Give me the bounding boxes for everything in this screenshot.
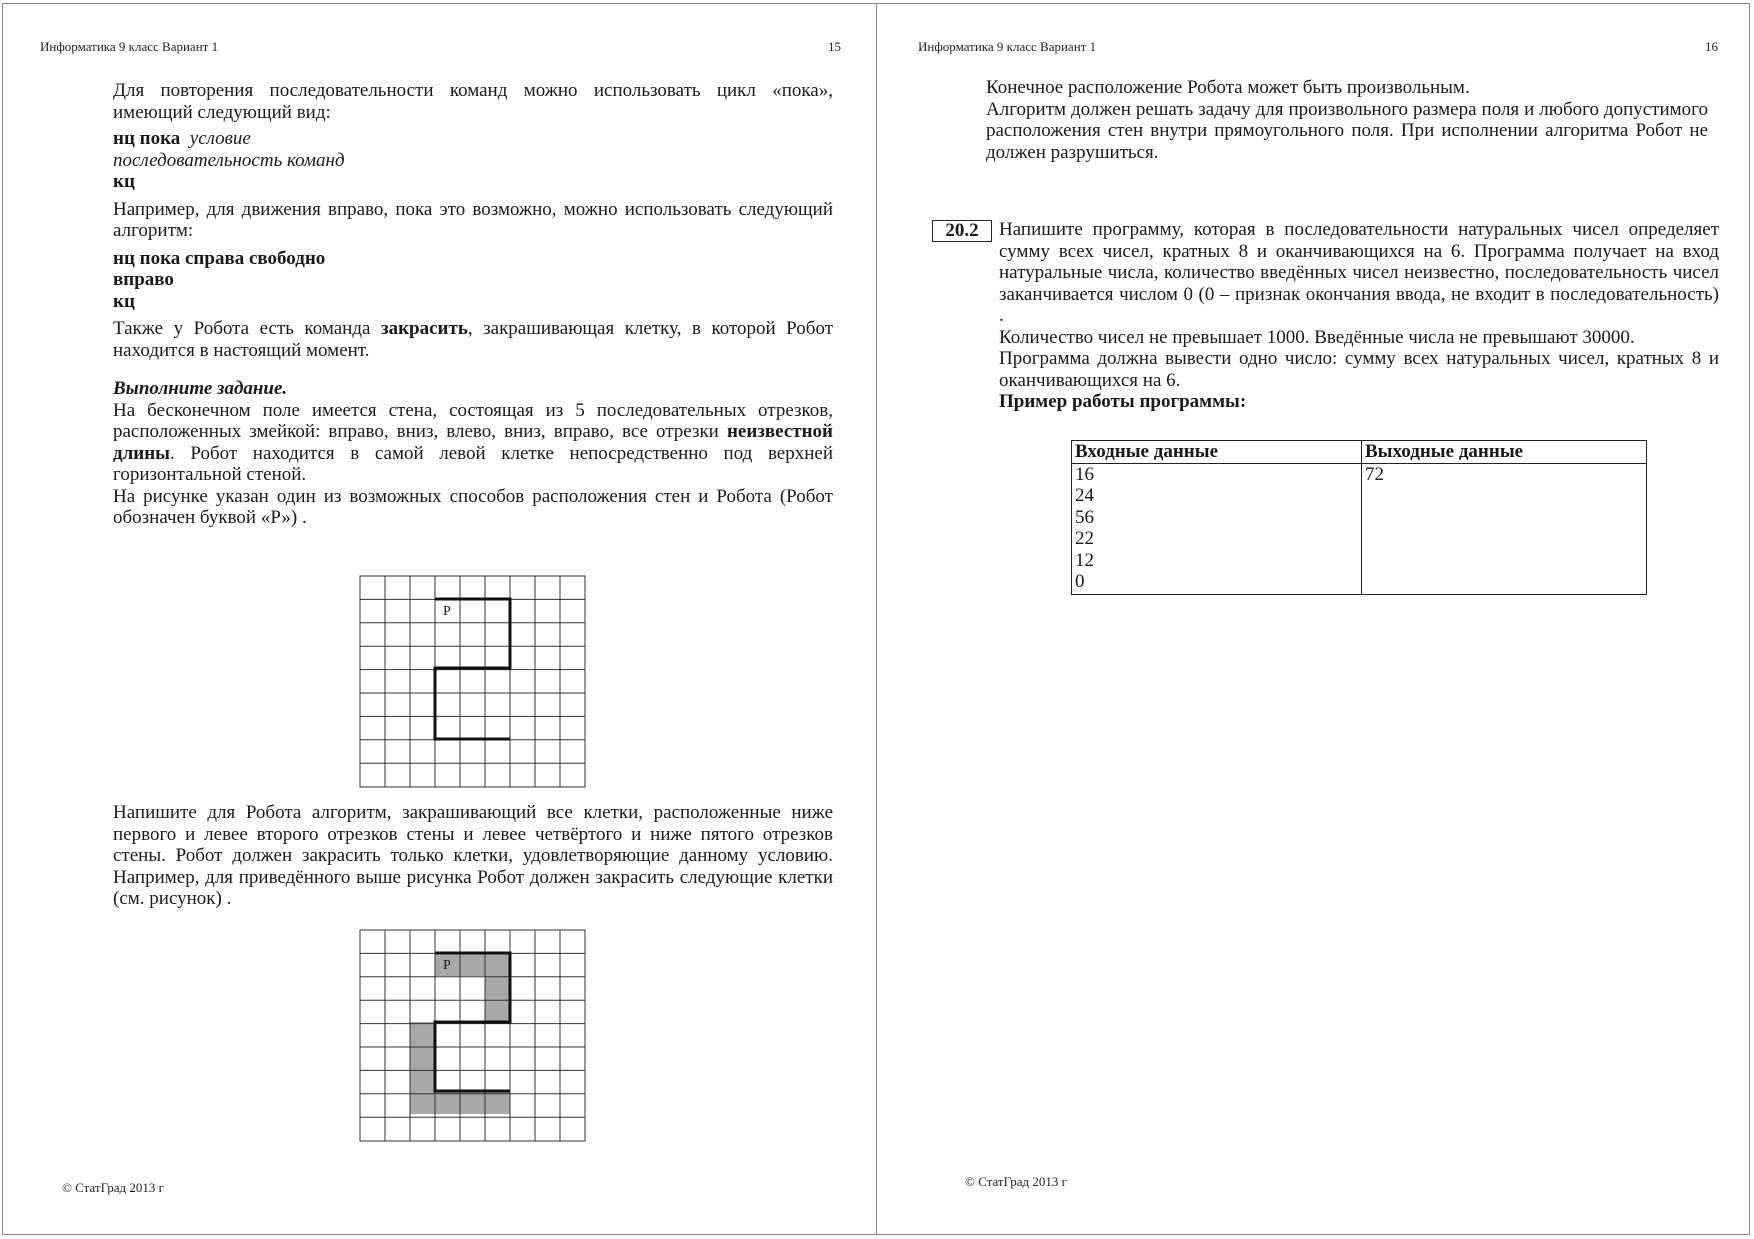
right-header-title: Информатика 9 класс Вариант 1: [918, 39, 1097, 54]
left-footer: © СтатГрад 2013 г: [62, 1180, 164, 1195]
input-value: 12: [1075, 549, 1094, 571]
task-paragraph-1: На бесконечном поле имеется стена, состоящая из 5 последовательных отрезков, расположенных змейкой: вправо, вниз, влево, вниз, вправо, все отрезки неизвестной длины. Робот находится в самой левой клетке непосредственно под верхней горизонтальной стеной.: [113, 399, 833, 485]
example-intro: Например, для движения вправо, пока это возможно, можно использовать следующий алгоритм:: [113, 198, 833, 241]
output-value: 72: [1365, 463, 1384, 485]
page-divider: [876, 3, 877, 1235]
output-column-header: Выходные данные: [1362, 441, 1647, 464]
painted-cell: [460, 1091, 485, 1114]
loop-keyword: нц пока: [113, 128, 181, 149]
painted-cell: [410, 1091, 435, 1114]
task-paragraph-2: На рисунке указан один из возможных способов расположения стен и Робота (Робот обозначен буквой «Р») .: [113, 485, 833, 528]
right-footer: © СтатГрад 2013 г: [965, 1174, 1067, 1189]
example-line-2: вправо: [113, 269, 174, 290]
input-value: 16: [1075, 463, 1094, 485]
example-title: Пример работы программы:: [999, 391, 1247, 412]
left-page-task-text: [113, 802, 833, 910]
task-paragraph-3: Напишите для Робота алгоритм, закрашивающий все клетки, расположенные ниже первого и левее второго отрезков стены и левее четвёртого и ниже пятого отрезков стены. Робот должен закрасить только клетки, удовлетворяющие данному условию. Например, для приведённого выше рисунка Робот должен закрасить следующие клетки (см. рисунок) .: [113, 802, 833, 909]
painted-cell: [435, 1091, 460, 1114]
task-heading: Выполните задание.: [113, 378, 288, 399]
loop-syntax-line1: [113, 128, 833, 150]
input-value: 22: [1075, 528, 1094, 549]
unknown-length-bold: неизвестной длины: [113, 421, 833, 464]
painted-cell: [410, 1068, 435, 1091]
general-requirement-text: Алгоритм должен решать задачу для произвольного размера поля и любого допустимого расположения стен внутри прямоугольного поля. При исполнении алгоритма Робот не должен разрушиться.: [986, 98, 1708, 163]
output-cell: [1362, 463, 1647, 594]
final-position-text: Конечное расположение Робота может быть произвольным.: [986, 77, 1470, 98]
figure-1-gridlines: [360, 576, 585, 787]
table-header-row: [1072, 441, 1647, 464]
right-header-page-number: 16: [1705, 39, 1718, 54]
input-value: 0: [1075, 571, 1085, 592]
painted-cell: [485, 976, 510, 999]
robot-field-figure-1: [359, 575, 587, 789]
robot-marker: Р: [443, 958, 451, 973]
painted-cell: [460, 953, 485, 976]
robot-field-figure-2: [359, 929, 587, 1143]
robot-marker: Р: [443, 604, 451, 619]
loop-intro: Для повторения последовательности команд можно использовать цикл «пока», имеющий следующий вид:: [113, 80, 833, 123]
task-20-2-paragraph-3: Программа должна вывести одно число: сумму всех натуральных чисел, кратных 8 и оканчивающихся на 6.: [999, 348, 1719, 391]
paint-command-text: Также у Робота есть команда закрасить, закрашивающая клетку, в которой Робот находится в настоящий момент.: [113, 318, 833, 361]
task-20-2-paragraph-2: Количество чисел не превышает 1000. Введённые числа не превышают 30000.: [999, 326, 1635, 348]
painted-cell: [410, 1045, 435, 1068]
left-header-page-number: 15: [828, 39, 841, 54]
left-header-title: Информатика 9 класс Вариант 1: [40, 39, 219, 54]
right-page-top: [986, 77, 1708, 163]
painted-cell: [485, 953, 510, 976]
task-number-box: 20.2: [932, 220, 992, 242]
painted-cell: [485, 999, 510, 1022]
example-line-3: кц: [113, 290, 135, 312]
paint-keyword: закрасить: [380, 318, 468, 339]
loop-condition: условие: [189, 128, 251, 149]
task-20-2-body: [999, 219, 1719, 413]
painted-cell: [485, 1091, 510, 1114]
example-table: [1071, 440, 1647, 595]
figure-1-walls: [435, 599, 510, 739]
task-20-2-paragraph-1: Напишите программу, которая в последовательности натуральных чисел определяет сумму всех чисел, кратных 8 и оканчивающихся на 6. Программа получает на вход натуральные числа, количество введённых чисел неизвестно, последовательность чисел заканчивается числом 0 (0 – признак окончания ввода, не входит в последовательность) .: [999, 219, 1719, 326]
left-page-body: [113, 80, 833, 529]
example-line-1: нц пока справа свободно: [113, 247, 326, 269]
loop-body: последовательность команд: [113, 149, 345, 171]
figure-1-grid: [360, 576, 585, 787]
table-row: [1072, 463, 1647, 594]
input-cell: [1072, 463, 1362, 594]
input-value: 56: [1075, 506, 1094, 528]
loop-end: кц: [113, 171, 135, 192]
input-value: 24: [1075, 485, 1094, 506]
input-column-header: Входные данные: [1072, 441, 1362, 464]
wall-snake: [435, 599, 510, 739]
painted-cell: [410, 1022, 435, 1045]
